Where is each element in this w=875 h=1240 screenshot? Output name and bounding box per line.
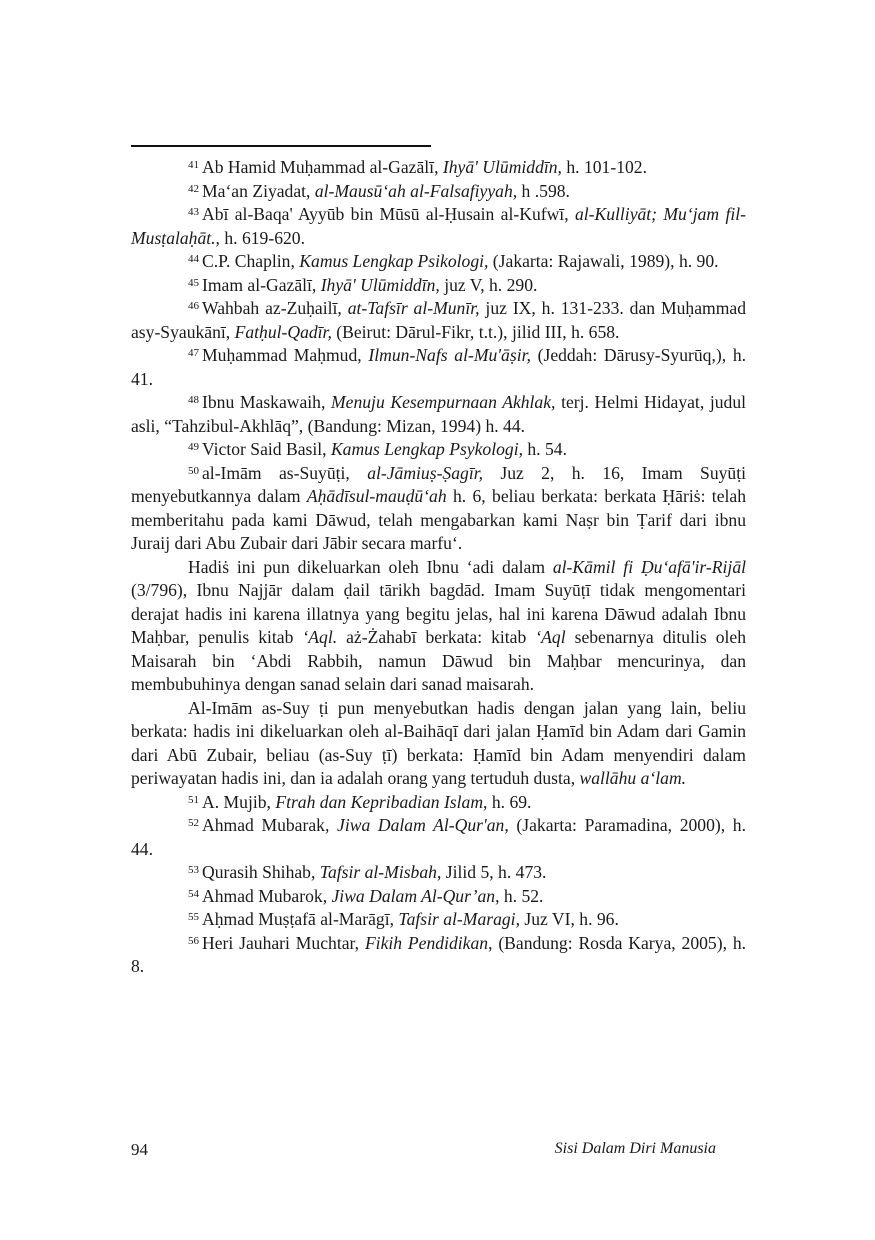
- footnote-text: Muḥammad Maḥmud,: [202, 345, 369, 365]
- footnote-separator: [131, 145, 431, 147]
- footnote-title: Menuju Kesempurnaan Akhlak,: [331, 392, 556, 412]
- footnote-text: , (Bandung: Rosda Karya, 2005), h. 8.: [131, 932, 747, 976]
- footnote-text: h. 54.: [522, 439, 567, 459]
- footnote-48: [131, 391, 746, 438]
- footnote-text: terj. Helmi Hidayat, judul asli, “Tahzibul-Akhlāq”, (Bandung: Mizan, 1994) h. 44.: [131, 392, 746, 436]
- footnote-number: 54: [188, 887, 199, 900]
- footnote-title: Fatḥul-Qadīr,: [234, 321, 332, 342]
- footnote-title: Tafsir al-Maragi: [398, 909, 516, 929]
- footnote-text: Ma‘an Ziyadat,: [202, 180, 315, 201]
- footnote-number: 51: [188, 793, 199, 806]
- footnote-number: 45: [188, 276, 199, 289]
- book-title: ‘Aql.: [302, 627, 338, 647]
- footnote-number: 43: [188, 206, 199, 218]
- footnote-text: (Jakarta: Rajawali, 1989), h. 90.: [488, 251, 719, 271]
- footnote-number: 53: [188, 864, 199, 876]
- book-title: al-Kāmil fi Ḍu‘afā'ir-Rijāl: [552, 556, 746, 577]
- footnote-text: , (Jakarta: Paramadina, 2000), h. 44.: [131, 815, 746, 859]
- paragraph-text: Al-Imām as-Suy ṭi pun menyebutkan hadis dengan jalan yang lain, beliu berkata: hadis ini dikeluarkan oleh al-Baihāqī dari jalan Ḥamīd bin Adam dari Gamin dari Abū Zubair, beliau (as-Suy ṭī) berkata: Ḥamīd bin Adam menyendiri dalam periwayatan hadis ini, dan ia adalah orang yang tertuduh dusta,: [131, 697, 746, 788]
- footnote-41: [131, 156, 746, 180]
- footnote-text: Ibnu Maskawaih,: [202, 392, 331, 412]
- paragraph-text: (3/796), Ibnu Najjār dalam ḍail tārikh bagdād. Imam Suyūṭī tidak mengomentari derajat hadis ini karena illatnya yang begitu jelas, hal ini karena Dāwud adalah Ibnu Maḥbar, penulis kitab: [131, 580, 746, 647]
- footnote-title: Ihyā' Ulūmiddīn,: [320, 274, 440, 295]
- footnotes-block: [131, 156, 746, 979]
- footnote-title: al-Kulliyāt; Mu‘jam fil-Musṭalaḥāt.,: [131, 204, 746, 248]
- footnote-number: 48: [188, 394, 199, 406]
- footnote-text: A. Mujib,: [202, 791, 276, 812]
- footnote-number: 41: [188, 159, 199, 171]
- footnote-text: (Beirut: Dārul-Fikr, t.t.), jilid III, h. 658.: [331, 321, 620, 342]
- footnote-number: 56: [188, 934, 199, 947]
- footnote-number: 44: [188, 253, 199, 265]
- footnote-title: Ftrah dan Kepribadian Islam: [275, 791, 484, 812]
- footnote-title: at-Tafsīr al-Munīr,: [347, 298, 480, 318]
- footnote-text: Ab Hamid Muḥammad al-Gazālī,: [202, 157, 443, 177]
- footnote-text: Victor Said Basil,: [202, 439, 331, 459]
- footnote-title: , Jiwa Dalam Al-Qur'an: [324, 815, 505, 835]
- footnote-title: Aḥādīsul-mauḍū‘ah: [306, 486, 447, 506]
- footnote-text: , h. 69.: [483, 791, 532, 812]
- footnote-text: , Jilid 5, h. 473.: [436, 862, 547, 882]
- footnote-text: h. 619-620.: [219, 227, 305, 248]
- closing-phrase: wallāhu a‘lam.: [579, 768, 687, 788]
- paragraph-text: Hadiṡ ini pun dikeluarkan oleh Ibnu ‘adi dalam: [188, 556, 553, 577]
- footnote-text: h .598.: [517, 180, 570, 201]
- footnote-49: [131, 438, 746, 462]
- footnote-47: [131, 344, 746, 391]
- footnote-text: Ahmad Mubarak: [202, 815, 325, 835]
- footnote-52: [131, 814, 746, 861]
- footnote-title: al-Jāmiuṣ-Ṣagīr,: [367, 462, 484, 483]
- paragraph-text: aż-Żahabī berkata: kitab: [337, 627, 536, 647]
- footnote-number: 55: [188, 911, 199, 923]
- footnote-text: juz IX, h. 131-233. dan Muḥammad asy-Syaukānī,: [131, 298, 747, 342]
- footnote-title: Ihyā' Ulūmiddīn,: [442, 157, 562, 177]
- footnote-text: al-Imām as-Suyūṭi,: [202, 462, 368, 483]
- footnote-text: Juz 2, h. 16, Imam Suyūṭi menyebutkannya dalam: [131, 462, 746, 506]
- page-footer: [131, 1140, 716, 1164]
- footnote-42: [131, 180, 746, 204]
- footnote-title: Tafsir al-Misbah: [319, 862, 437, 882]
- footnote-text: Abī al-Baqa' Ayyūb bin Mūsū al-Ḥusain al-Kufwī,: [202, 204, 575, 224]
- footnote-43: [131, 203, 746, 250]
- paragraph-text: sebenarnya ditulis oleh Maisarah bin ‘Abdi Rabbih, namun Dāwud bin Maḥbar mencurinya, dan membubuhinya dengan sanad selain dari sanad maisarah.: [131, 627, 747, 694]
- footnote-text: Heri Jauhari Muchtar,: [202, 932, 365, 953]
- footnote-text: Ahmad Mubarok,: [202, 885, 332, 906]
- footnote-title: Fikih Pendidikan: [364, 932, 489, 953]
- footnote-number: 42: [188, 182, 199, 195]
- footnote-text: , h. 52.: [495, 885, 544, 906]
- running-title: Sisi Dalam Diri Manusia: [554, 1140, 716, 1157]
- footnote-number: 50: [188, 464, 199, 477]
- footnote-number: 47: [188, 347, 199, 359]
- footnote-title: Kamus Lengkap Psykologi,: [330, 439, 523, 459]
- footnote-number: 46: [188, 300, 199, 312]
- footnote-number: 49: [188, 441, 199, 453]
- book-title: ‘Aql: [535, 627, 566, 647]
- footnote-paragraph-hadis: [131, 556, 746, 697]
- page-number: 94: [131, 1140, 148, 1159]
- footnote-text: (Jeddah: Dārusy-Syurūq,), h. 41.: [131, 345, 747, 389]
- footnote-text: C.P. Chaplin,: [202, 251, 300, 271]
- footnote-text: Imam al-Gazālī,: [202, 274, 321, 295]
- footnote-45: [131, 274, 746, 298]
- footnote-text: h. 101-102.: [561, 157, 647, 177]
- footnote-46: [131, 297, 746, 344]
- footnote-title: Kamus Lengkap Psikologi,: [299, 251, 489, 271]
- footnote-44: [131, 250, 746, 274]
- footnote-text: Aḥmad Muṣṭafā al-Marāgī,: [202, 909, 399, 929]
- footnote-51: [131, 791, 746, 815]
- footnote-paragraph-suyuti: [131, 697, 746, 791]
- footnote-56: [131, 932, 746, 979]
- footnote-text: , Juz VI, h. 96.: [515, 909, 619, 929]
- footnote-55: [131, 908, 746, 932]
- footnote-text: Qurasih Shihab,: [202, 862, 320, 882]
- footnote-53: [131, 861, 746, 885]
- footnote-title: Jiwa Dalam Al-Qur’an: [331, 885, 496, 906]
- footnote-title: Ilmun-Nafs al-Mu'āṣir,: [368, 345, 531, 365]
- footnote-number: 52: [188, 817, 199, 829]
- footnote-title: al-Mausū‘ah al-Falsafiyyah,: [314, 180, 518, 201]
- footnote-text: juz V, h. 290.: [439, 274, 538, 295]
- footnote-text: h. 6, beliau berkata: berkata Ḥāriṡ: telah memberitahu pada kami Dāwud, telah mengabarkan kami Naṣr bin Ṭarif dari ibnu Juraij dari Abu Zubair dari Jābir secara marfu‘.: [131, 486, 747, 553]
- footnote-50: [131, 462, 746, 556]
- footnote-54: [131, 885, 746, 909]
- footnote-text: Wahbah az-Zuḥailī,: [202, 298, 348, 318]
